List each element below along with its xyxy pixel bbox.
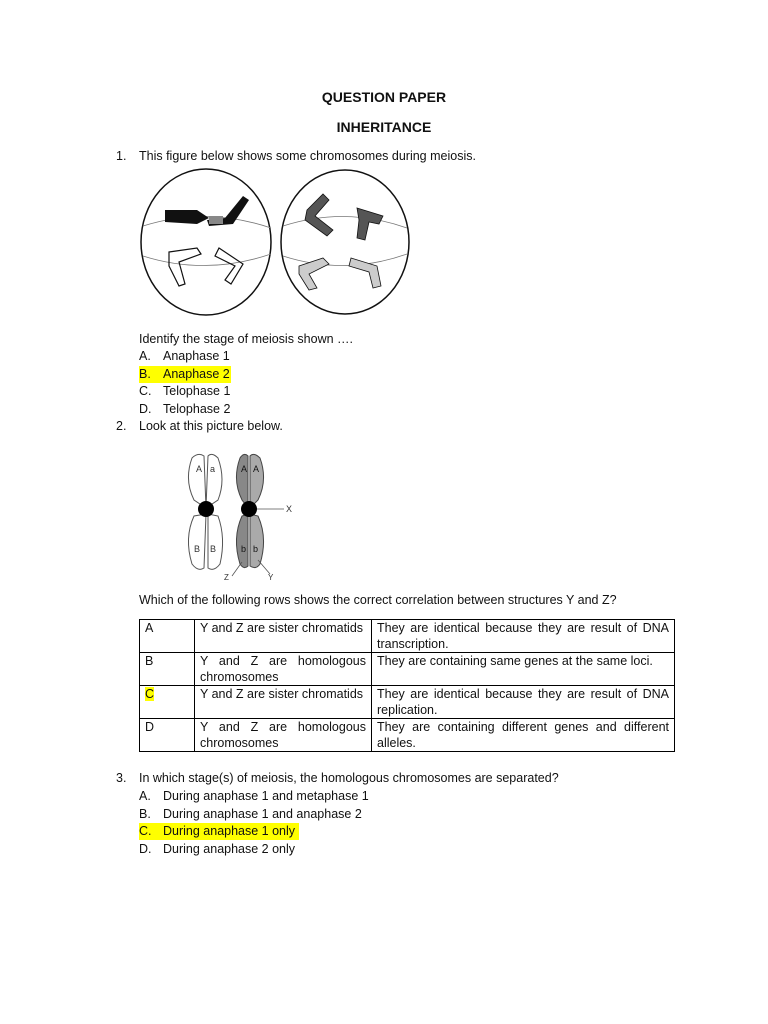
q1-option-c-text: Telophase 1 [163,384,231,398]
row-a-reason: They are identical because they are result of DNA transcription. [372,620,675,653]
row-b-reason: They are containing same genes at the same loci. [372,653,675,686]
row-b-letter: B [140,653,195,686]
row-c-letter: C [145,687,155,701]
q3-option-b-letter: B. [139,807,151,821]
row-c-reason: They are identical because they are result of DNA replication. [372,686,675,719]
meiosis-figure [139,166,413,322]
row-c-structure: Y and Z are sister chromatids [195,686,372,719]
q1-option-d-text: Telophase 2 [163,402,231,416]
q1-option-d-letter: D. [139,402,152,416]
figure-label-top-third: A [241,464,248,474]
figure-label-bottom-left: B [194,544,201,554]
table-row [140,719,675,752]
correlation-table [139,619,675,752]
q1-option-b-text: Anaphase 2 [163,367,230,381]
row-a-letter: A [140,620,195,653]
table-row [140,653,675,686]
q3-option-c-text: During anaphase 1 only [163,824,296,838]
figure-label-bottom-second: B [210,544,217,554]
q1-option-a-text: Anaphase 1 [163,349,230,363]
question-3-number: 3. [116,771,127,785]
row-d-reason: They are containing different genes and different alleles. [372,719,675,752]
question-3-text: In which stage(s) of meiosis, the homologous chromosomes are separated? [139,771,559,785]
q3-option-b-text: During anaphase 1 and anaphase 2 [163,807,362,821]
q3-option-d-letter: D. [139,842,152,856]
figure-label-z: Z [224,573,229,582]
figure-label-top-fourth: A [253,464,260,474]
q1-option-b-letter: B. [139,367,151,381]
q3-option-d-text: During anaphase 2 only [163,842,296,856]
figure-label-y: Y [268,573,274,582]
q1-option-a-letter: A. [139,349,151,363]
table-row [140,686,675,719]
row-c-letter-cell [140,686,195,719]
question-2-text: Look at this picture below. [139,419,283,433]
figure-label-top-left: A [196,464,203,474]
row-d-structure: Y and Z are homologous chromosomes [195,719,372,752]
q3-option-a-letter: A. [139,789,151,803]
table-row [140,620,675,653]
figure-label-top-second: a [210,464,216,474]
figure-label-x: X [286,504,293,514]
q3-option-a-text: During anaphase 1 and metaphase 1 [163,789,369,803]
question-1-prompt: Identify the stage of meiosis shown …. [139,332,353,346]
question-1-text: This figure below shows some chromosomes during meiosis. [139,149,476,163]
question-1-number: 1. [116,149,127,163]
row-d-letter: D [140,719,195,752]
question-2-number: 2. [116,419,127,433]
row-b-structure: Y and Z are homologous chromosomes [195,653,372,686]
q1-option-c-letter: C. [139,384,152,398]
chromosome-pair-figure [180,452,296,582]
figure-label-bottom-fourth: b [253,544,259,554]
question-2-prompt: Which of the following rows shows the correct correlation between structures Y and Z? [139,593,617,607]
figure-label-bottom-third: b [241,544,247,554]
row-a-structure: Y and Z are sister chromatids [195,620,372,653]
q3-option-c-letter: C. [139,824,152,838]
page-subtitle: INHERITANCE [336,119,432,135]
page-title: QUESTION PAPER [321,89,447,105]
